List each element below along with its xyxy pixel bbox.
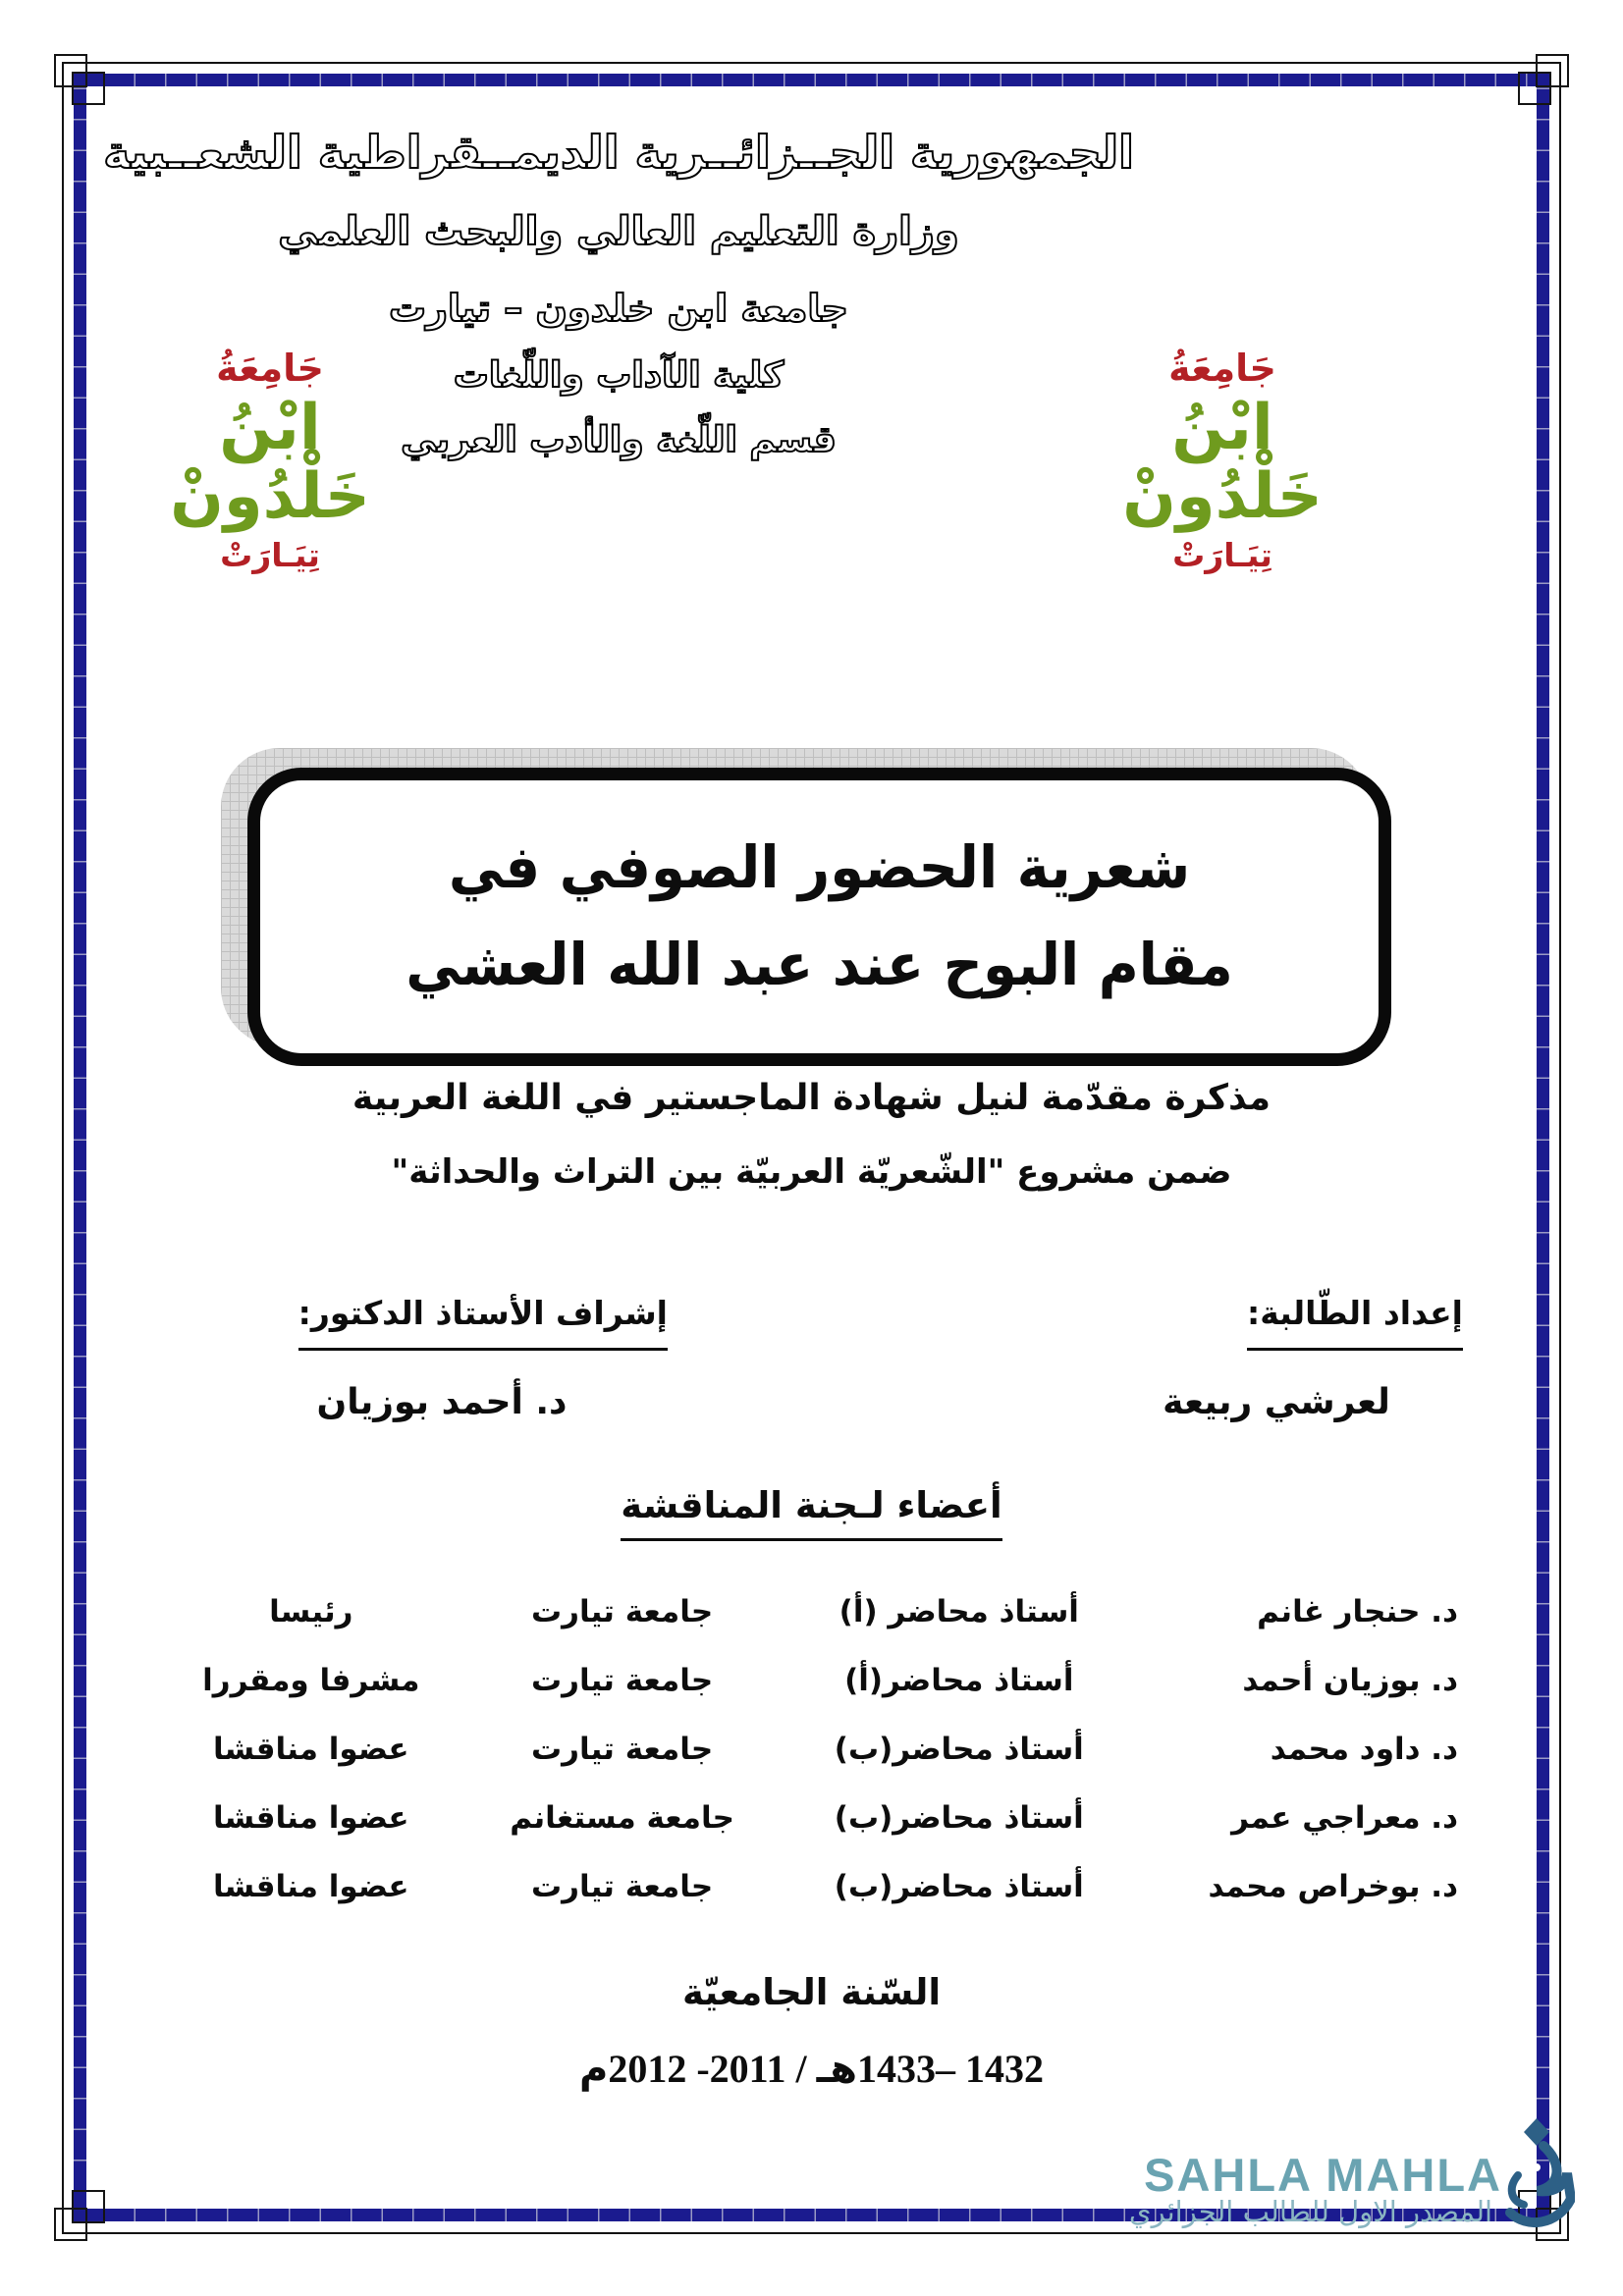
- project-statement: ضمن مشروع "الشّعريّة العربيّة بين التراث والحداثة": [391, 1152, 1232, 1192]
- logo-word-ibn-khaldoun: ابْنُ خَلْدُونْ: [1122, 391, 1323, 534]
- watermark-tagline: المصدر الاول للطالب الجزائري: [1128, 2195, 1493, 2228]
- committee-table: [162, 1590, 1458, 1934]
- member-role: مشرفا ومقررا: [202, 1662, 420, 1698]
- academic-year-value: 1432 –1433هـ / 2011- 2012م: [579, 2047, 1044, 2091]
- committee-row: [162, 1728, 1458, 1772]
- committee-heading: أعضاء لـجنة المناقشة: [621, 1484, 1001, 1541]
- member-rank: أستاذ محاضر(ب): [834, 1799, 1084, 1836]
- logo-word-university: جَامِعَةُ: [216, 347, 324, 390]
- student-block: [1090, 1294, 1463, 1422]
- student-name: لعرشي ربيعة: [1163, 1382, 1390, 1422]
- sahla-mahla-logo-icon: [1498, 2116, 1575, 2248]
- committee-heading-wrap: [0, 1484, 1623, 1541]
- member-university: جامعة تيارت: [531, 1868, 714, 1904]
- member-name: د. معراجي عمر: [1231, 1799, 1458, 1836]
- member-role: عضوا مناقشا: [213, 1799, 409, 1836]
- student-label: إعداد الطّالبة:: [1247, 1294, 1463, 1351]
- committee-row: [162, 1659, 1458, 1703]
- member-university: جامعة تيارت: [531, 1662, 714, 1698]
- supervisor-label: إشراف الأستاذ الدكتور:: [298, 1294, 668, 1351]
- member-university: جامعة تيارت: [531, 1594, 714, 1629]
- committee-row: [162, 1796, 1458, 1841]
- logo-word-university: جَامِعَةُ: [1168, 347, 1276, 390]
- header-republic-line: الجمهورية الجــزائــرية الديمــقراطية الشعــبية: [103, 126, 1134, 179]
- member-name: د. داود محمد: [1270, 1731, 1458, 1767]
- thesis-title-line-1: شعرية الحضور الصوفي في: [448, 834, 1191, 902]
- member-university: جامعة مستغانم: [510, 1799, 734, 1836]
- border-corner-square: [72, 2190, 105, 2223]
- header-department-line: قسم اللّغة والأدب العربي: [401, 420, 837, 460]
- supervisor-name: د. أحمد بوزيان: [316, 1382, 568, 1422]
- university-logo-right: [1070, 348, 1375, 573]
- thesis-title-box: [247, 768, 1391, 1066]
- logo-word-tiaret: تِيَـارَتْ: [220, 535, 320, 574]
- watermark-brand: SAHLA MAHLA: [1144, 2149, 1502, 2201]
- member-role: عضوا مناقشا: [213, 1731, 409, 1767]
- university-logo-left: [118, 348, 422, 573]
- thesis-title-line-2: مقام البوح عند عبد الله العشي: [406, 932, 1233, 999]
- committee-row: [162, 1865, 1458, 1909]
- logo-word-tiaret: تِيَـارَتْ: [1172, 535, 1272, 574]
- member-rank: أستاذ محاضر(ب): [834, 1731, 1084, 1767]
- header-faculty-line: كلية الآداب واللّغات: [453, 355, 784, 396]
- supervisor-block: [216, 1294, 668, 1422]
- member-role: رئيسا: [269, 1594, 353, 1629]
- header-university-line: جامعة ابن خلدون – تيارت: [388, 287, 849, 330]
- page-border-band-top: [74, 74, 1549, 86]
- member-name: د. بوزيان أحمد: [1242, 1662, 1458, 1698]
- border-corner-square: [72, 72, 105, 105]
- degree-statement: مذكرة مقدّمة لنيل شهادة الماجستير في اللغة العربية: [352, 1078, 1271, 1118]
- member-rank: أستاذ محاضر(أ): [844, 1662, 1074, 1698]
- header-ministry-line: وزارة التعليم العالي والبحث العلمي: [278, 209, 959, 254]
- member-university: جامعة تيارت: [531, 1731, 714, 1767]
- committee-row: [162, 1590, 1458, 1634]
- academic-year-label: السّنة الجامعيّة: [681, 1971, 942, 2013]
- page-border-band-left: [74, 74, 86, 2221]
- member-rank: أستاذ محاضر(ب): [834, 1868, 1084, 1904]
- member-name: د. بوخراص محمد: [1208, 1868, 1458, 1904]
- member-rank: أستاذ محاضر (أ): [839, 1594, 1079, 1629]
- logo-word-ibn-khaldoun: ابْنُ خَلْدُونْ: [170, 391, 370, 534]
- border-corner-square: [1518, 72, 1551, 105]
- page-border-band-right: [1537, 74, 1549, 2221]
- member-name: د. حنجار غانم: [1257, 1594, 1458, 1629]
- member-role: عضوا مناقشا: [213, 1868, 409, 1904]
